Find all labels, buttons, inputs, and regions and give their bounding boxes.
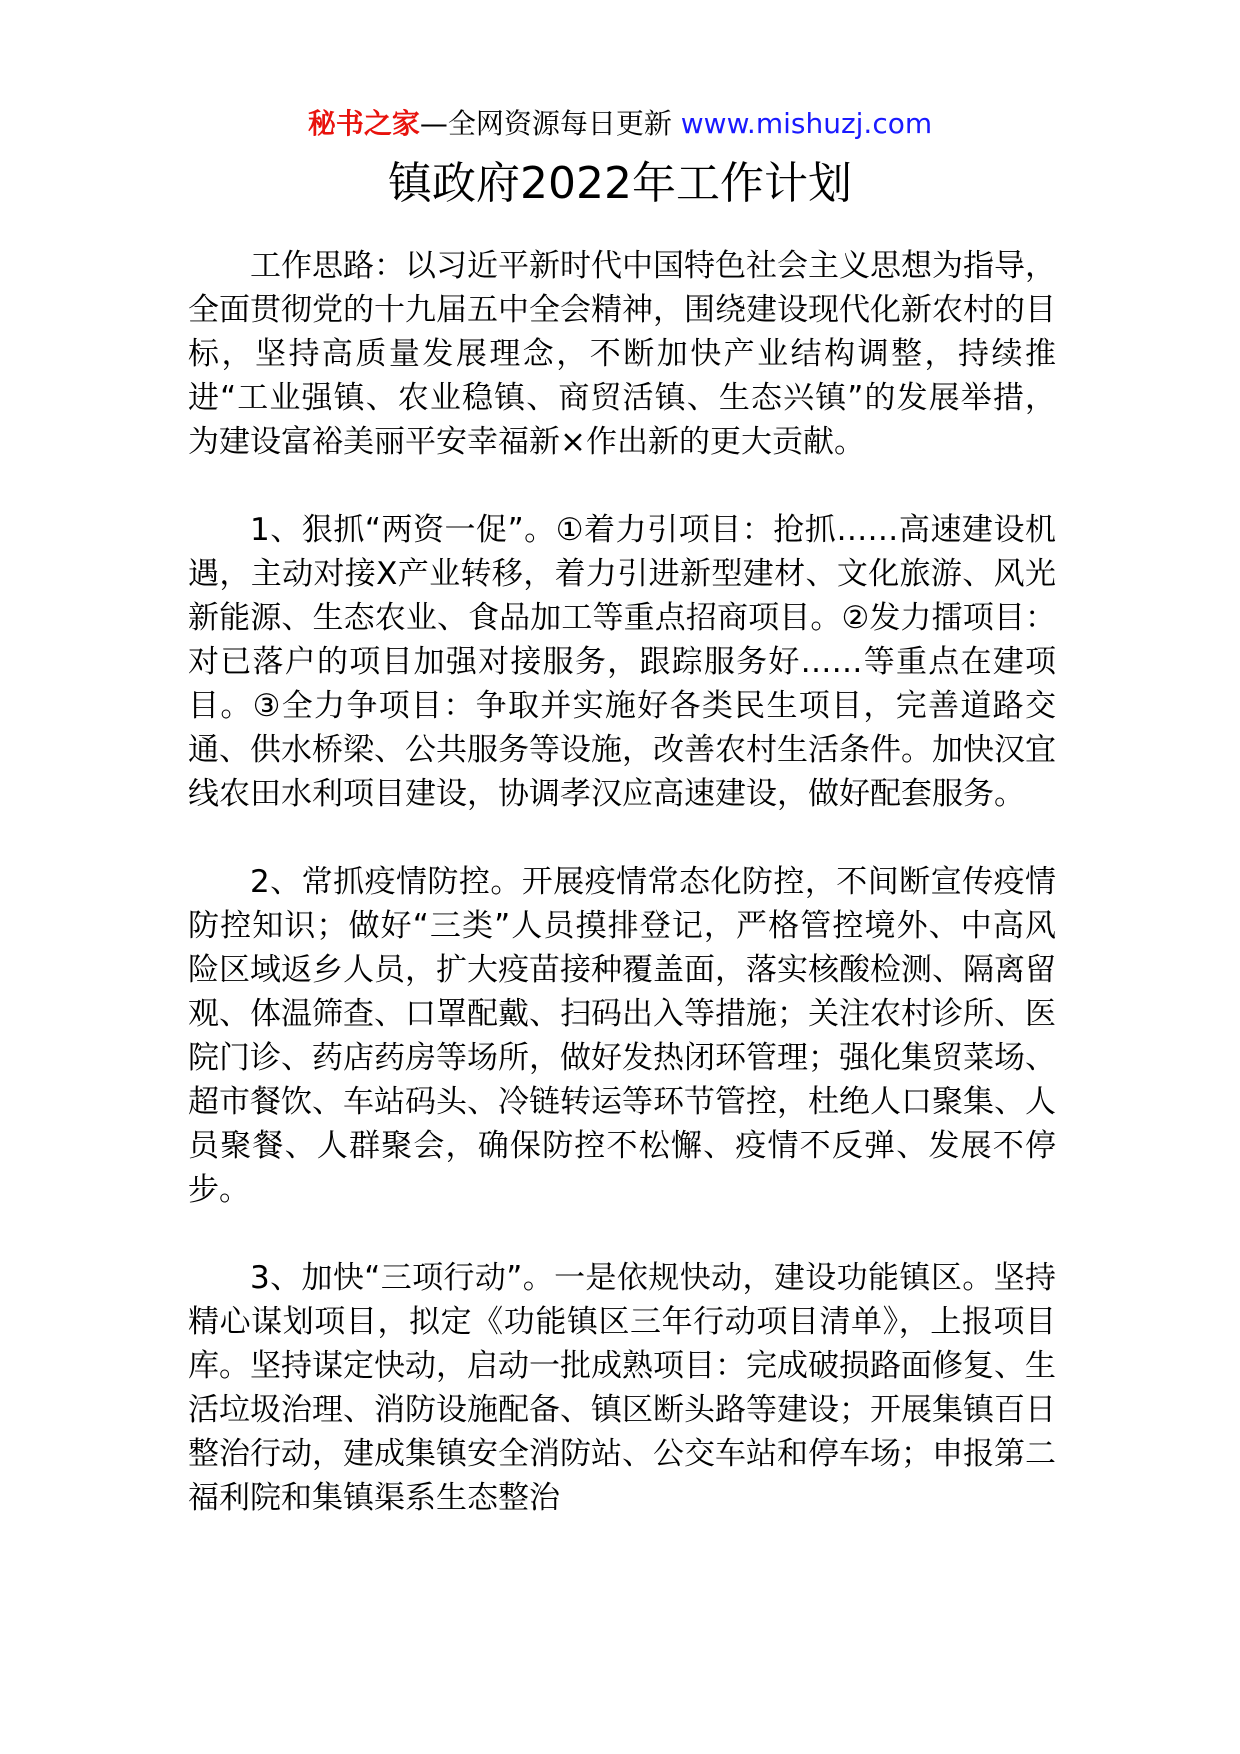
paragraph-item-2: 2、常抓疫情防控。开展疫情常态化防控，不间断宣传疫情防控知识；做好“三类”人员摸排登记，严格管控境外、中高风险区域返乡人员，扩大疫苗接种覆盖面，落实核酸检测、隔离留观、体温筛查、口罩配戴、扫码出入等措施；关注农村诊所、医院门诊、药店药房等场所，做好发热闭环管理；强化集贸菜场、超市餐饮、车站码头、冷链转运等环节管控，杜绝人口聚集、人员聚餐、人群聚会，确保防控不松懈、疫情不反弹、发展不停步。 — [188, 864, 1056, 1208]
document-body — [188, 244, 1056, 1564]
brand-name: 秘书之家 — [307, 107, 420, 140]
paragraph-work-ideas: 工作思路：以习近平新时代中国特色社会主义思想为指导，全面贯彻党的十九届五中全会精神，围绕建设现代化新农村的目标，坚持高质量发展理念，不断加快产业结构调整，持续推进“工业强镇、农业稳镇、商贸活镇、生态兴镇”的发展举措，为建设富裕美丽平安幸福新×作出新的更大贡献。 — [188, 248, 1056, 460]
header-tagline: —全网资源每日更新 — [419, 107, 681, 140]
paragraph-item-1: 1、狠抓“两资一促”。①着力引项目：抢抓……高速建设机遇，主动对接X产业转移，着力引进新型建材、文化旅游、风光新能源、生态农业、食品加工等重点招商项目。②发力擂项目：对已落户的项目加强对接服务，跟踪服务好……等重点在建项目。③全力争项目：争取并实施好各类民生项目，完善道路交通、供水桥梁、公共服务等设施，改善农村生活条件。加快汉宜线农田水利项目建设，协调孝汉应高速建设，做好配套服务。 — [188, 512, 1056, 812]
document-title: 镇政府2022年工作计划 — [388, 158, 852, 209]
site-url-link[interactable]: www.mishuzj.com — [680, 107, 933, 140]
paragraph-item-3: 3、加快“三项行动”。一是依规快动，建设功能镇区。坚持精心谋划项目，拟定《功能镇区三年行动项目清单》，上报项目库。坚持谋定快动，启动一批成熟项目：完成破损路面修复、生活垃圾治理、消防设施配备、镇区断头路等建设；开展集镇百日整治行动，建成集镇安全消防站、公交车站和停车场；申报第二福利院和集镇渠系生态整治 — [188, 1260, 1056, 1516]
header-banner — [0, 104, 1240, 144]
